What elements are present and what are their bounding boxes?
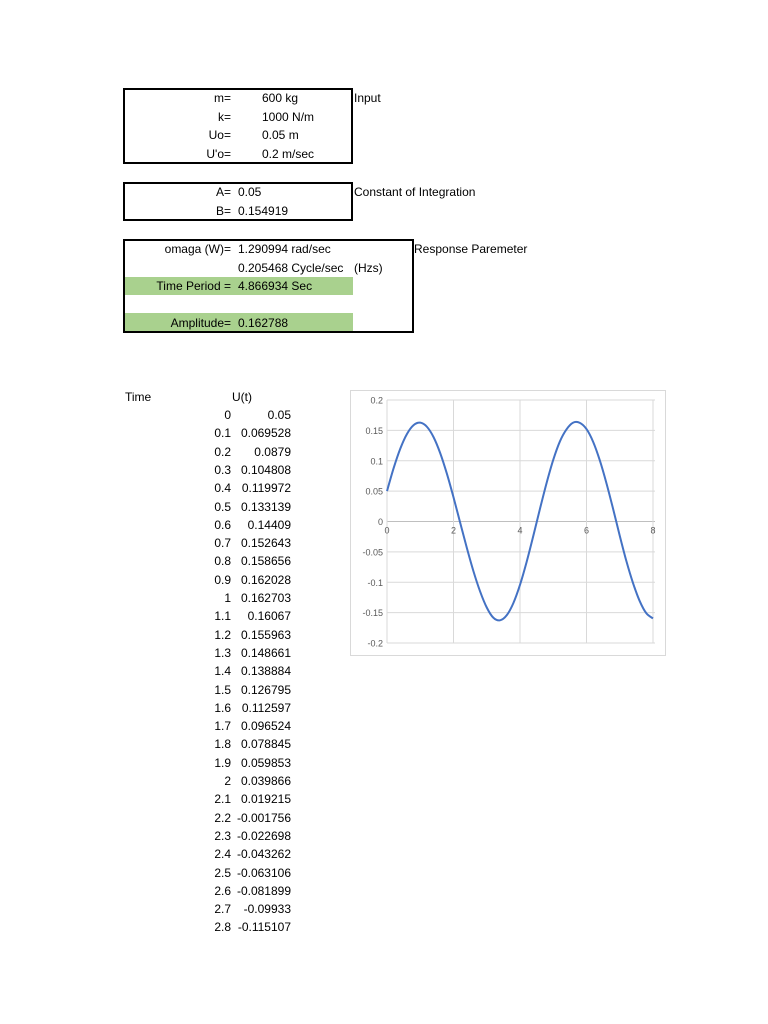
table-time-cell: 2.7 [214, 902, 231, 917]
amplitude-value: 0.162788 [238, 316, 289, 330]
x-tick-label: 8 [650, 525, 656, 536]
input-name: Uo= [208, 128, 231, 142]
table-u-cell: 0.096524 [240, 719, 291, 734]
response-label: Response Paremeter [414, 242, 528, 256]
input-value: 0.2 m/sec [262, 146, 315, 161]
x-tick-label: 2 [450, 525, 457, 536]
table-time-cell: 1.8 [214, 737, 231, 752]
table-u-cell: 0.148661 [240, 645, 291, 660]
table-u-cell: -0.001756 [236, 810, 291, 825]
table-header-u: U(t) [232, 390, 252, 404]
input-value: 600 kg [262, 91, 299, 105]
amplitude-name: Amplitude= [170, 316, 231, 330]
table-time-cell: 2 [224, 774, 231, 788]
table-u-cell: 0.162703 [240, 591, 291, 605]
table-header-time: Time [125, 390, 152, 404]
constants-label: Constant of Integration [354, 185, 476, 199]
table-u-cell: 0.119972 [241, 481, 291, 496]
x-tick-label: 0 [384, 525, 390, 536]
table-u-cell: 0.155963 [240, 627, 291, 642]
table-u-cell: 0.126795 [240, 682, 291, 697]
table-u-cell: 0.133139 [240, 499, 291, 514]
input-name: U'o= [206, 146, 231, 161]
table-u-cell: 0.05 [267, 408, 291, 422]
displacement-chart [350, 390, 655, 656]
table-time-cell: 0.2 [214, 444, 231, 459]
table-u-cell: -0.022698 [236, 828, 291, 843]
table-time-cell: 1.4 [214, 664, 231, 679]
omega-name: omaga (W)= [164, 242, 231, 256]
table-u-cell: 0.16067 [247, 609, 291, 624]
frequency-unit: (Hzs) [354, 261, 383, 275]
y-tick-label: -0.15 [362, 608, 383, 619]
table-u-cell: 0.059853 [240, 755, 291, 770]
frequency-value: 0.205468 Cycle/sec [238, 261, 344, 275]
y-tick-label: 0 [377, 517, 383, 527]
table-u-cell: 0.104808 [240, 462, 291, 477]
table-time-cell: 0.8 [214, 554, 231, 569]
table-time-cell: 1.1 [214, 609, 231, 624]
y-tick-label: -0.05 [362, 547, 383, 558]
table-u-cell: 0.112597 [241, 700, 291, 715]
table-u-cell: -0.115107 [237, 920, 291, 935]
input-name: k= [217, 109, 231, 124]
table-time-cell: 1.5 [214, 682, 231, 697]
table-u-cell: 0.069528 [240, 426, 291, 441]
input-label: Input [354, 91, 381, 105]
table-u-cell: 0.0879 [254, 444, 291, 459]
period-name: Time Period = [156, 279, 231, 293]
period-value: 4.866934 Sec [238, 279, 313, 293]
x-tick-label: 4 [517, 525, 523, 536]
input-box [123, 88, 353, 164]
constants-name: A= [215, 185, 231, 199]
table-time-cell: 0.4 [214, 481, 231, 496]
table-u-cell: -0.063106 [236, 865, 291, 880]
table-time-cell: 0.9 [214, 572, 231, 587]
table-time-cell: 1.9 [214, 755, 231, 770]
table-time-cell: 1.3 [214, 645, 231, 660]
table-u-cell: 0.019215 [240, 792, 291, 807]
table-u-cell: -0.09933 [243, 902, 291, 917]
y-tick-label: 0.05 [365, 486, 383, 497]
constants-value: 0.154919 [238, 203, 289, 218]
x-tick-label: 6 [583, 525, 590, 536]
input-name: m= [213, 91, 231, 105]
table-time-cell: 2.2 [214, 810, 231, 825]
table-u-cell: 0.078845 [240, 737, 291, 752]
table-u-cell: -0.043262 [236, 847, 291, 862]
table-time-cell: 1.7 [214, 719, 231, 734]
y-tick-label: -0.1 [367, 577, 383, 588]
table-u-cell: 0.162028 [240, 572, 291, 587]
table-time-cell: 0 [224, 408, 231, 422]
constants-name: B= [215, 203, 231, 218]
table-time-cell: 1.6 [214, 700, 231, 715]
table-time-cell: 2.6 [214, 883, 231, 898]
table-u-cell: 0.14409 [247, 517, 291, 532]
table-time-cell: 0.3 [214, 462, 231, 477]
constants-value: 0.05 [238, 185, 262, 199]
table-u-cell: -0.081899 [236, 883, 291, 898]
table-time-cell: 0.1 [214, 426, 231, 441]
table-u-cell: 0.138884 [240, 664, 291, 679]
table-time-cell: 0.6 [214, 517, 231, 532]
table-time-cell: 0.7 [214, 536, 231, 551]
table-u-cell: 0.158656 [240, 554, 291, 569]
table-u-cell: 0.039866 [240, 774, 291, 788]
y-tick-label: 0.2 [370, 395, 383, 406]
table-time-cell: 0.5 [214, 499, 231, 514]
y-tick-label: 0.1 [370, 456, 383, 467]
omega-value: 1.290994 rad/sec [238, 242, 331, 256]
table-u-cell: 0.152643 [240, 536, 291, 551]
table-time-cell: 1 [224, 591, 231, 605]
table-time-cell: 2.1 [214, 792, 231, 807]
table-time-cell: 1.2 [214, 627, 231, 642]
table-time-cell: 2.5 [214, 865, 231, 880]
y-tick-label: -0.2 [367, 638, 383, 649]
input-value: 0.05 m [262, 128, 299, 142]
table-time-cell: 2.8 [214, 920, 231, 935]
input-value: 1000 N/m [262, 109, 315, 124]
table-time-cell: 2.3 [214, 828, 231, 843]
y-tick-label: 0.15 [365, 425, 383, 436]
table-time-cell: 2.4 [214, 847, 231, 862]
